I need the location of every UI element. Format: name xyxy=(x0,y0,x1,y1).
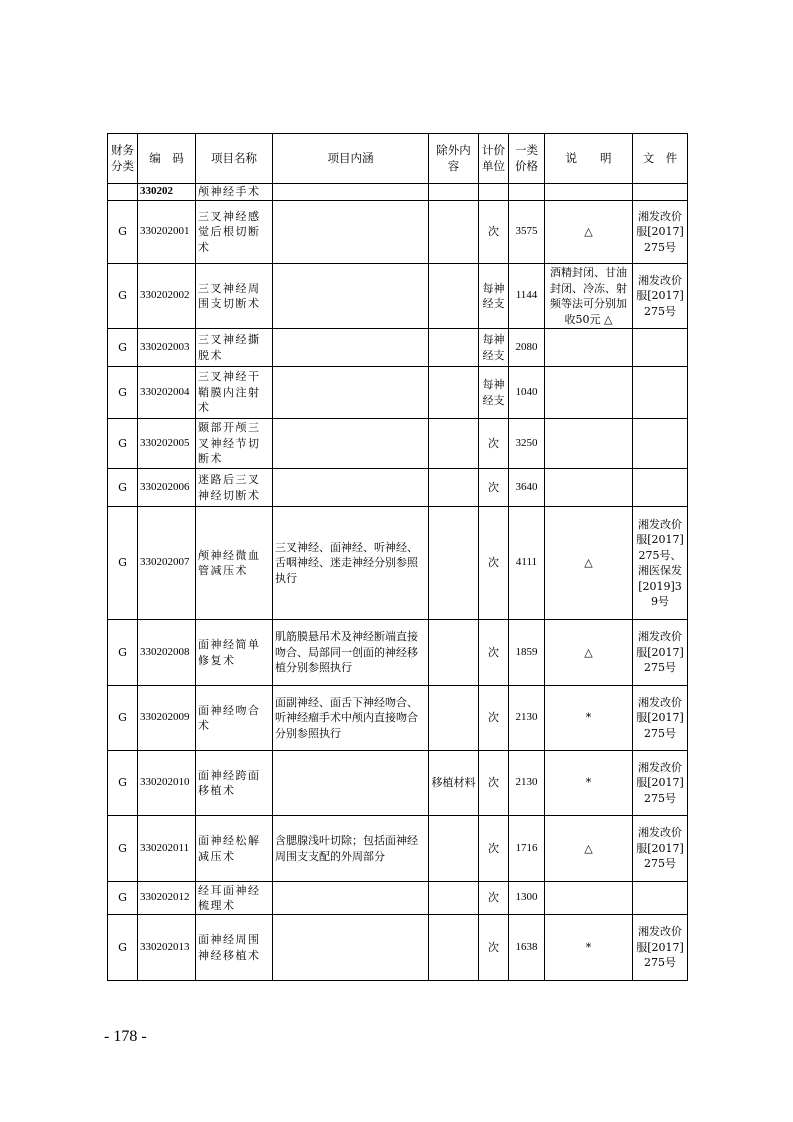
cell-unit: 每神经支 xyxy=(479,367,509,419)
cell-content: 三叉神经、面神经、听神经、舌咽神经、迷走神经分别参照执行 xyxy=(273,507,429,620)
cell-code: 330202013 xyxy=(138,915,196,981)
cell-category: G xyxy=(108,201,138,264)
cell-code: 330202011 xyxy=(138,816,196,882)
table-row xyxy=(108,507,688,620)
cell-unit: 次 xyxy=(479,751,509,816)
cell-note xyxy=(545,367,633,419)
cell-price: 3640 xyxy=(509,469,545,507)
table-row xyxy=(108,915,688,981)
cell-exclusion xyxy=(429,686,479,751)
cell-exclusion xyxy=(429,507,479,620)
cell-document xyxy=(633,419,688,469)
cell-category: G xyxy=(108,816,138,882)
cell-price: 1040 xyxy=(509,367,545,419)
cell-code: 330202001 xyxy=(138,201,196,264)
cell-name: 三叉神经感觉后根切断术 xyxy=(196,201,273,264)
cell-exclusion xyxy=(429,816,479,882)
cell-note: 酒精封闭、甘油封闭、冷冻、射频等法可分别加收50元 △ xyxy=(545,264,633,329)
cell-unit: 次 xyxy=(479,915,509,981)
cell-note: △ xyxy=(545,201,633,264)
cell-note xyxy=(545,419,633,469)
cell-code: 330202009 xyxy=(138,686,196,751)
cell-code: 330202006 xyxy=(138,469,196,507)
cell-code: 330202010 xyxy=(138,751,196,816)
cell-category: G xyxy=(108,686,138,751)
cell-content xyxy=(273,419,429,469)
table-row xyxy=(108,882,688,915)
cell-document: 湘发改价服[2017]275号 xyxy=(633,915,688,981)
cell-note: * xyxy=(545,751,633,816)
header-unit: 计价单位 xyxy=(479,134,509,184)
cell-note: △ xyxy=(545,507,633,620)
cell-name: 迷路后三叉神经切断术 xyxy=(196,469,273,507)
cell-price: 2130 xyxy=(509,751,545,816)
cell-unit: 次 xyxy=(479,816,509,882)
cell-document: 湘发改价服[2017]275号 xyxy=(633,686,688,751)
cell-name: 三叉神经干鞘膜内注射术 xyxy=(196,367,273,419)
cell-unit: 次 xyxy=(479,686,509,751)
cell-price: 1716 xyxy=(509,816,545,882)
cell-price: 3250 xyxy=(509,419,545,469)
cell-exclusion xyxy=(429,419,479,469)
cell-exclusion xyxy=(429,882,479,915)
cell-category: G xyxy=(108,329,138,367)
header-price: 一类价格 xyxy=(509,134,545,184)
cell-note: △ xyxy=(545,816,633,882)
cell-price: 1300 xyxy=(509,882,545,915)
cell-content: 肌筋膜悬吊术及神经断端直接吻合、局部同一创面的神经移植分别参照执行 xyxy=(273,620,429,686)
cell-content xyxy=(273,882,429,915)
table-row xyxy=(108,816,688,882)
cell-content xyxy=(273,751,429,816)
cell-unit: 每神经支 xyxy=(479,329,509,367)
cell-content xyxy=(273,367,429,419)
header-code: 编 码 xyxy=(138,134,196,184)
cell-name: 面神经吻合术 xyxy=(196,686,273,751)
cell-exclusion xyxy=(429,201,479,264)
cell-content: 面副神经、面舌下神经吻合、听神经瘤手术中颅内直接吻合分别参照执行 xyxy=(273,686,429,751)
cell-unit: 次 xyxy=(479,419,509,469)
cell-category: G xyxy=(108,507,138,620)
table-header-row xyxy=(108,134,688,184)
cell-exclusion xyxy=(429,620,479,686)
cell-code: 330202005 xyxy=(138,419,196,469)
table-row xyxy=(108,620,688,686)
cell-name: 三叉神经周围支切断术 xyxy=(196,264,273,329)
cell-name: 经耳面神经梳理术 xyxy=(196,882,273,915)
cell-document: 湘发改价服[2017]275号 xyxy=(633,264,688,329)
cell-content xyxy=(273,329,429,367)
cell-category: G xyxy=(108,751,138,816)
cell-price: 4111 xyxy=(509,507,545,620)
table-row xyxy=(108,201,688,264)
cell-name: 颞部开颅三叉神经节切断术 xyxy=(196,419,273,469)
table-row xyxy=(108,264,688,329)
cell-document xyxy=(633,367,688,419)
cell-note: * xyxy=(545,915,633,981)
cell-exclusion xyxy=(429,367,479,419)
cell-document xyxy=(633,882,688,915)
table-row xyxy=(108,329,688,367)
cell-category: G xyxy=(108,620,138,686)
cell-content xyxy=(273,201,429,264)
cell-document: 湘发改价服[2017]275号 xyxy=(633,816,688,882)
cell-exclusion: 移植材料 xyxy=(429,751,479,816)
cell-code: 330202008 xyxy=(138,620,196,686)
table-row xyxy=(108,419,688,469)
cell-exclusion xyxy=(429,264,479,329)
cell-name: 颅神经微血管减压术 xyxy=(196,507,273,620)
table-row xyxy=(108,686,688,751)
header-category: 财务分类 xyxy=(108,134,138,184)
cell-code: 330202004 xyxy=(138,367,196,419)
cell-code: 330202002 xyxy=(138,264,196,329)
cell-category: G xyxy=(108,367,138,419)
section-code: 330202 xyxy=(138,184,196,201)
cell-note: △ xyxy=(545,620,633,686)
cell-exclusion xyxy=(429,329,479,367)
cell-document xyxy=(633,329,688,367)
cell-exclusion xyxy=(429,915,479,981)
cell-price: 1859 xyxy=(509,620,545,686)
cell-unit: 次 xyxy=(479,469,509,507)
cell-price: 1144 xyxy=(509,264,545,329)
cell-name: 三叉神经撕脱术 xyxy=(196,329,273,367)
table-row xyxy=(108,367,688,419)
cell-content: 含腮腺浅叶切除；包括面神经周围支支配的外周部分 xyxy=(273,816,429,882)
section-row xyxy=(108,184,688,201)
cell-price: 2080 xyxy=(509,329,545,367)
cell-document xyxy=(633,469,688,507)
cell-category: G xyxy=(108,469,138,507)
cell-category: G xyxy=(108,419,138,469)
cell-unit: 次 xyxy=(479,201,509,264)
cell-content xyxy=(273,264,429,329)
cell-note: * xyxy=(545,686,633,751)
cell-name: 面神经跨面移植术 xyxy=(196,751,273,816)
cell-note xyxy=(545,329,633,367)
cell-price: 1638 xyxy=(509,915,545,981)
section-name: 颅神经手术 xyxy=(196,184,273,201)
cell-document: 湘发改价服[2017]275号 xyxy=(633,751,688,816)
cell-code: 330202003 xyxy=(138,329,196,367)
cell-code: 330202007 xyxy=(138,507,196,620)
cell-category: G xyxy=(108,882,138,915)
cell-unit: 次 xyxy=(479,882,509,915)
cell-price: 2130 xyxy=(509,686,545,751)
cell-name: 面神经简单修复术 xyxy=(196,620,273,686)
cell-content xyxy=(273,469,429,507)
cell-exclusion xyxy=(429,469,479,507)
table-row xyxy=(108,751,688,816)
cell-unit: 每神经支 xyxy=(479,264,509,329)
cell-unit: 次 xyxy=(479,620,509,686)
cell-category: G xyxy=(108,264,138,329)
header-name: 项目名称 xyxy=(196,134,273,184)
cell-name: 面神经松解减压术 xyxy=(196,816,273,882)
header-exclusion: 除外内容 xyxy=(429,134,479,184)
cell-unit: 次 xyxy=(479,507,509,620)
cell-content xyxy=(273,915,429,981)
cell-code: 330202012 xyxy=(138,882,196,915)
header-note: 说 明 xyxy=(545,134,633,184)
cell-note xyxy=(545,882,633,915)
header-content: 项目内涵 xyxy=(273,134,429,184)
page-number: - 178 - xyxy=(104,1028,147,1045)
table-row xyxy=(108,469,688,507)
cell-document: 湘发改价服[2017]275号 xyxy=(633,201,688,264)
cell-category: G xyxy=(108,915,138,981)
cell-document: 湘发改价服[2017]275号、湘医保发[2019]39号 xyxy=(633,507,688,620)
header-document: 文 件 xyxy=(633,134,688,184)
cell-price: 3575 xyxy=(509,201,545,264)
cell-document: 湘发改价服[2017]275号 xyxy=(633,620,688,686)
cell-name: 面神经周围神经移植术 xyxy=(196,915,273,981)
cell-note xyxy=(545,469,633,507)
fee-schedule-table xyxy=(107,133,688,981)
section-category xyxy=(108,184,138,201)
